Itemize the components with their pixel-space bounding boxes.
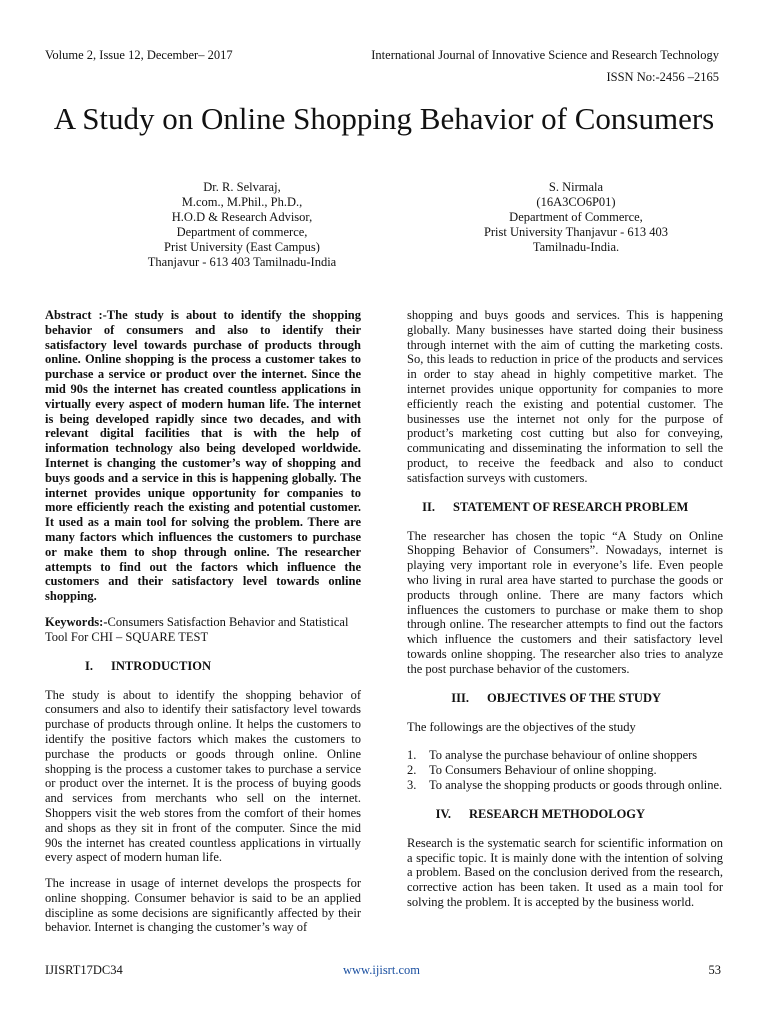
list-number: 3. bbox=[407, 777, 417, 792]
author-line: Prist University (East Campus) bbox=[164, 240, 320, 254]
list-text: To Consumers Behaviour of online shopping. bbox=[429, 763, 657, 778]
footer-code: IJISRT17DC34 bbox=[45, 963, 123, 977]
objectives-list bbox=[407, 748, 723, 792]
list-item bbox=[407, 748, 723, 763]
author-line: Department of Commerce, bbox=[509, 210, 643, 224]
author-line: H.O.D & Research Advisor, bbox=[171, 210, 313, 224]
keywords-text: Consumers Satisfaction Behavior and Statistical Tool For CHI – SQUARE TEST bbox=[45, 614, 349, 644]
section-heading-methodology bbox=[407, 807, 723, 822]
abstract bbox=[45, 308, 361, 604]
author-line: Department of commerce, bbox=[176, 225, 308, 239]
keywords bbox=[45, 615, 361, 645]
right-column bbox=[407, 308, 723, 910]
abstract-text: The study is about to identify the shopping behavior of consumers and also to identify their satisfactory level towards purchase of products through online. Online shopping is the process a customer takes to purchase a service or product over the internet. Since the mid 90s the internet has created countless applications in virtually every aspect of modern human life. The internet is being developed rapidly since two decades, and with relevant digital facilities that is with the help of information technology also being developed worldwide. Internet is changing the customer’s way of shopping and buys goods and a service in this is happening globally. The internet provides unique opportunity for companies to more efficiently reach the existing and potential customer. It used as a main tool for solving the problem. There are many factors which influences the customers to purchase or make them to shop through online. The researcher attempts to find out the factors which influence the customers and their satisfactory level towards online shopping. bbox=[45, 308, 362, 604]
author-block-2 bbox=[436, 180, 716, 255]
section-number: I. bbox=[85, 658, 93, 673]
author-line: (16A3CO6P01) bbox=[536, 195, 616, 209]
list-number: 1. bbox=[407, 748, 417, 763]
author-line: S. Nirmala bbox=[548, 180, 604, 194]
section-number: IV. bbox=[435, 806, 451, 821]
page-number: 53 bbox=[708, 963, 721, 977]
section-title: RESEARCH METHODOLOGY bbox=[469, 806, 646, 821]
volume-info: Volume 2, Issue 12, December– 2017 bbox=[45, 48, 233, 62]
list-item bbox=[407, 763, 723, 778]
author-line: Thanjavur - 613 403 Tamilnadu-India bbox=[147, 255, 337, 269]
author-block-1 bbox=[102, 180, 382, 270]
list-item bbox=[407, 778, 723, 793]
section-number: II. bbox=[422, 499, 435, 514]
intro-paragraph-2: The increase in usage of internet develops the prospects for online shopping. Consumer behavior is said to be an applied discipline as some decisions are significantly affected by their behavior. Internet is changing the customer’s way of bbox=[45, 876, 361, 935]
abstract-label: Abstract :- bbox=[45, 308, 107, 322]
left-column bbox=[45, 308, 361, 935]
objectives-intro: The followings are the objectives of the study bbox=[407, 719, 636, 734]
author-line: Dr. R. Selvaraj, bbox=[203, 180, 281, 194]
intro-continued: shopping and buys goods and services. This is happening globally. Many businesses have started doing their business through internet with the aim of cutting the marketing costs. So, this leads to reduction in price of the products and services in order to stay ahead in highly competitive market. The internet provides unique opportunity for companies to more efficiently reach the existing and potential customer. The businesses use the internet not only for the purpose of product’s marketing cost cutting but also for conveying, communicating and disseminating the information to sell the product, to receive the feedback and also to conduct satisfaction surveys with customers. bbox=[407, 308, 723, 485]
list-text: To analyse the shopping products or goods through online. bbox=[429, 777, 723, 792]
issn: ISSN No:-2456 –2165 bbox=[606, 70, 719, 84]
section-number: III. bbox=[451, 690, 469, 705]
problem-paragraph: The researcher has chosen the topic “A Study on Online Shopping Behavior of Consumers”. Nowadays, internet is playing very important role in everyone’s life. Even people who living in rural area have started to purchase the goods or products through online. There are many factors which influences the customers to purchase or make them to shop through online. The researcher attempts to find out the factors which influence the customers and their satisfactory level towards online shopping. The researcher also tries to analyze the post purchase behavior of the customers. bbox=[407, 528, 723, 676]
section-title: STATEMENT OF RESEARCH PROBLEM bbox=[453, 499, 689, 514]
author-line: Tamilnadu-India. bbox=[532, 240, 620, 254]
list-text: To analyse the purchase behaviour of online shoppers bbox=[429, 748, 698, 763]
section-heading-introduction bbox=[45, 659, 361, 674]
section-title: INTRODUCTION bbox=[111, 658, 212, 673]
list-number: 2. bbox=[407, 763, 417, 778]
section-heading-objectives bbox=[407, 691, 723, 706]
journal-name: International Journal of Innovative Science and Research Technology bbox=[371, 48, 719, 62]
keywords-label: Keywords:- bbox=[45, 614, 108, 629]
paper-title: A Study on Online Shopping Behavior of Consumers bbox=[53, 101, 715, 136]
section-heading-problem bbox=[407, 500, 723, 515]
section-title: OBJECTIVES OF THE STUDY bbox=[487, 690, 662, 705]
author-line: Prist University Thanjavur - 613 403 bbox=[483, 225, 669, 239]
author-line: M.com., M.Phil., Ph.D., bbox=[181, 195, 303, 209]
methodology-paragraph: Research is the systematic search for scientific information on a specific topic. It is mainly done with the intention of solving a problem. Based on the conclusion derived from the research, corrective action has been taken. It used as a main tool for solving the problem. It is accepted by the business world. bbox=[407, 835, 723, 909]
footer-url[interactable]: www.ijisrt.com bbox=[343, 963, 420, 977]
intro-paragraph-1: The study is about to identify the shopping behavior of consumers and also to identify their satisfactory level towards purchase of products through online. It helps the customers to identify the positive factors which makes the customers to purchase the products or goods through online. Online shopping is the process a customer takes to purchase a service or product over the internet. It is the process of buying goods and services from merchants who sell on the internet. Shoppers visit the web stores from the comfort of their homes and shops as they sit in front of the computer. Since the mid 90s the internet has created countless applications in virtually every aspect of modern human life. bbox=[45, 687, 361, 865]
